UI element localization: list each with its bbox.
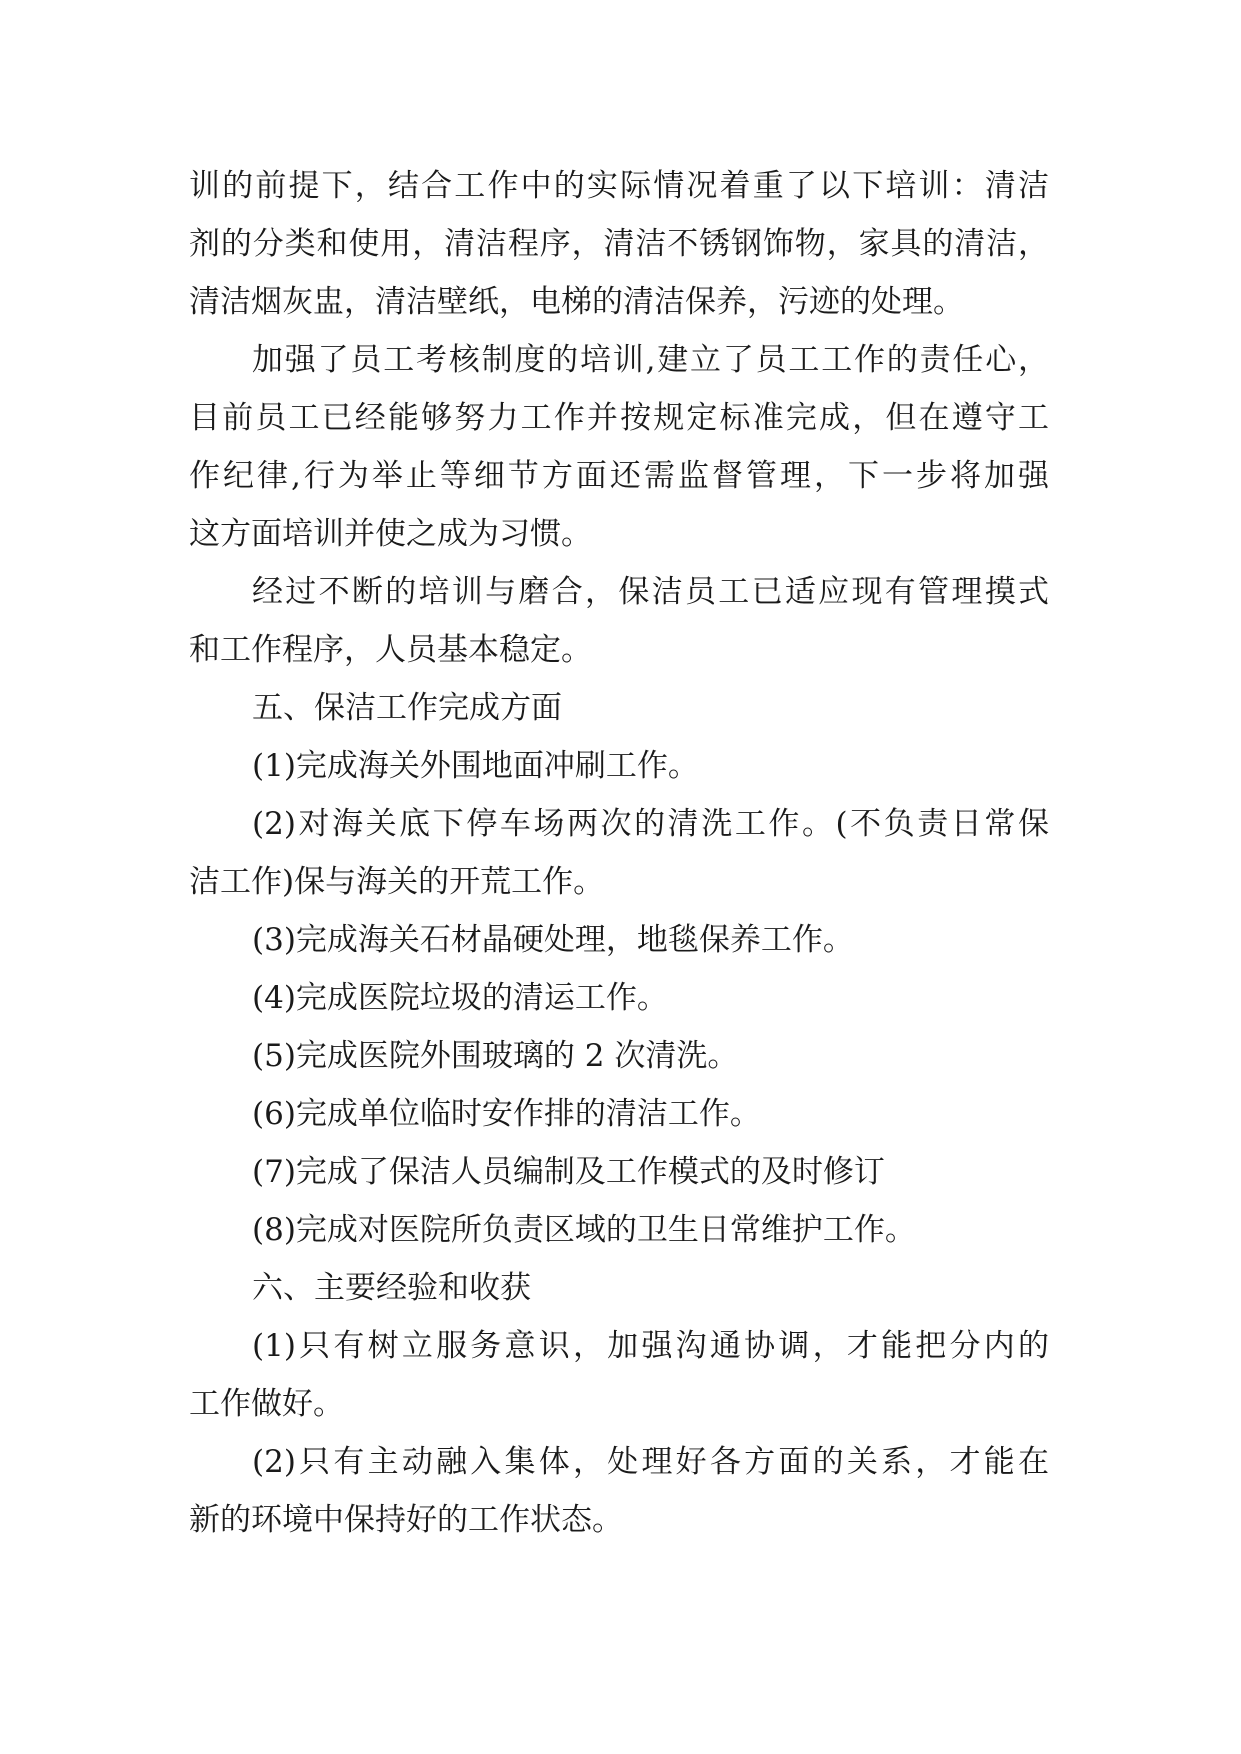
text-line: 剂的分类和使用，清洁程序，清洁不锈钢饰物，家具的清洁， — [189, 226, 1049, 262]
text-line: 新的环境中保持好的工作状态。 — [189, 1502, 623, 1538]
text-line: 工作做好。 — [189, 1386, 344, 1422]
list-item: (3)完成海关石材晶硬处理，地毯保养工作。 — [252, 922, 854, 958]
list-item: (1)只有树立服务意识，加强沟通协调，才能把分内的 — [252, 1328, 1049, 1364]
list-item: (4)完成医院垃圾的清运工作。 — [252, 980, 668, 1016]
text-line: 训的前提下，结合工作中的实际情况着重了以下培训：清洁 — [189, 168, 1049, 204]
text-line: 清洁烟灰盅，清洁壁纸，电梯的清洁保养，污迹的处理。 — [189, 284, 964, 320]
paragraph-first-line: 加强了员工考核制度的培训,建立了员工工作的责任心， — [252, 342, 1049, 378]
text-line: 作纪律,行为举止等细节方面还需监督管理，下一步将加强 — [189, 458, 1049, 494]
section-heading: 五、保洁工作完成方面 — [252, 690, 562, 726]
list-item: (1)完成海关外围地面冲刷工作。 — [252, 748, 699, 784]
list-item: (8)完成对医院所负责区域的卫生日常维护工作。 — [252, 1212, 916, 1248]
list-item: (7)完成了保洁人员编制及工作模式的及时修订 — [252, 1154, 885, 1190]
text-line: 洁工作)保与海关的开荒工作。 — [189, 864, 605, 900]
list-item: (5)完成医院外围玻璃的 2 次清洗。 — [252, 1038, 739, 1074]
paragraph-first-line: 经过不断的培训与磨合，保洁员工已适应现有管理摸式 — [252, 574, 1049, 610]
list-item: (6)完成单位临时安作排的清洁工作。 — [252, 1096, 761, 1132]
list-item: (2)只有主动融入集体，处理好各方面的关系，才能在 — [252, 1444, 1049, 1480]
text-line: 目前员工已经能够努力工作并按规定标准完成，但在遵守工 — [189, 400, 1049, 436]
list-item: (2)对海关底下停车场两次的清洗工作。(不负责日常保 — [252, 806, 1049, 842]
section-heading: 六、主要经验和收获 — [252, 1270, 531, 1306]
text-line: 这方面培训并使之成为习惯。 — [189, 516, 592, 552]
text-line: 和工作程序，人员基本稳定。 — [189, 632, 592, 668]
